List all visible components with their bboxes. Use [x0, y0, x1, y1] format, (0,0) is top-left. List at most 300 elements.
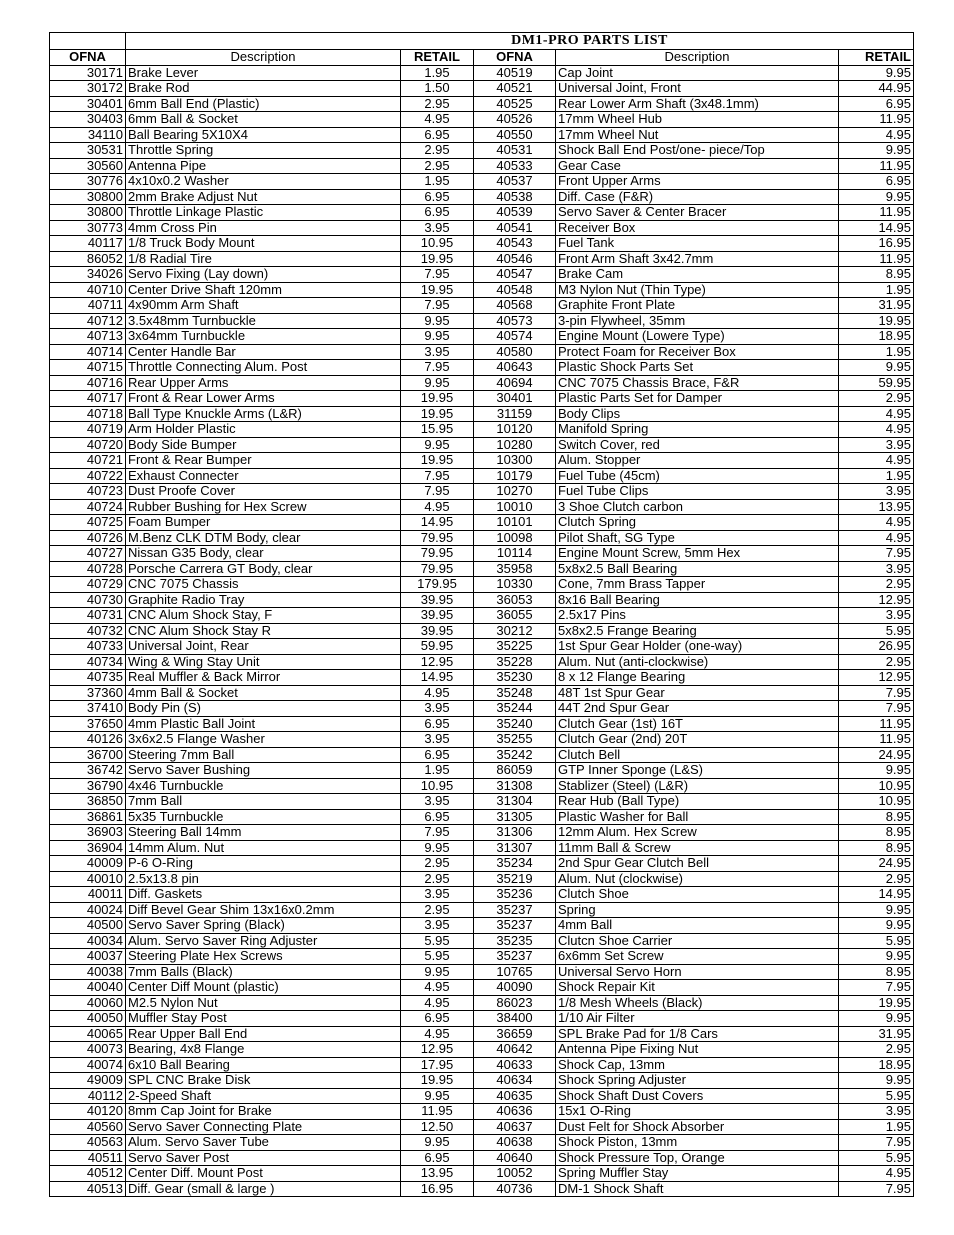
retail-right-cell: 9.95: [839, 189, 914, 205]
retail-right-cell: 4.95: [839, 530, 914, 546]
ofna-left-cell: 40728: [50, 561, 126, 577]
description-left-cell: 3x64mm Turnbuckle: [126, 329, 401, 345]
retail-left-cell: 4.95: [401, 995, 474, 1011]
description-left-cell: Throttle Connecting Alum. Post: [126, 360, 401, 376]
ofna-left-cell: 37360: [50, 685, 126, 701]
description-right-cell: Fuel Tube (45cm): [556, 468, 839, 484]
ofna-left-cell: 36850: [50, 794, 126, 810]
ofna-left-cell: 40513: [50, 1181, 126, 1197]
description-right-cell: Clutch Gear (2nd) 20T: [556, 732, 839, 748]
retail-right-cell: 10.95: [839, 778, 914, 794]
retail-left-cell: 9.95: [401, 1135, 474, 1151]
ofna-right-cell: 86023: [474, 995, 556, 1011]
retail-left-cell: 19.95: [401, 453, 474, 469]
ofna-left-cell: 30800: [50, 189, 126, 205]
ofna-left-cell: 40117: [50, 236, 126, 252]
description-left-cell: 4mm Plastic Ball Joint: [126, 716, 401, 732]
description-right-cell: Alum. Nut (clockwise): [556, 871, 839, 887]
table-row: [50, 344, 914, 360]
description-left-cell: Front & Rear Lower Arms: [126, 391, 401, 407]
table-row: [50, 313, 914, 329]
retail-left-cell: 1.95: [401, 763, 474, 779]
ofna-right-cell: 10270: [474, 484, 556, 500]
description-right-cell: Shock Repair Kit: [556, 980, 839, 996]
table-row: [50, 65, 914, 81]
ofna-right-cell: 35240: [474, 716, 556, 732]
parts-list-sheet: [49, 32, 913, 1197]
ofna-right-cell: 40638: [474, 1135, 556, 1151]
ofna-right-cell: 10300: [474, 453, 556, 469]
ofna-left-cell: 40720: [50, 437, 126, 453]
retail-left-cell: 1.95: [401, 65, 474, 81]
ofna-right-cell: 35244: [474, 701, 556, 717]
ofna-left-cell: 40735: [50, 670, 126, 686]
retail-right-cell: 11.95: [839, 112, 914, 128]
retail-left-cell: 7.95: [401, 360, 474, 376]
description-left-cell: M2.5 Nylon Nut: [126, 995, 401, 1011]
ofna-right-cell: 40580: [474, 344, 556, 360]
ofna-left-cell: 40711: [50, 298, 126, 314]
ofna-right-cell: 40643: [474, 360, 556, 376]
ofna-left-cell: 36903: [50, 825, 126, 841]
ofna-right-cell: 35242: [474, 747, 556, 763]
retail-left-cell: 3.95: [401, 732, 474, 748]
ofna-right-cell: 35234: [474, 856, 556, 872]
table-row: [50, 623, 914, 639]
description-left-cell: 4mm Ball & Socket: [126, 685, 401, 701]
retail-right-cell: 24.95: [839, 856, 914, 872]
table-row: [50, 499, 914, 515]
ofna-right-cell: 31305: [474, 809, 556, 825]
retail-right-cell: 6.95: [839, 96, 914, 112]
table-row: [50, 1073, 914, 1089]
ofna-right-cell: 40633: [474, 1057, 556, 1073]
description-left-cell: Porsche Carrera GT Body, clear: [126, 561, 401, 577]
description-left-cell: 3x6x2.5 Flange Washer: [126, 732, 401, 748]
ofna-right-cell: 10330: [474, 577, 556, 593]
ofna-right-cell: 35255: [474, 732, 556, 748]
ofna-left-cell: 40512: [50, 1166, 126, 1182]
retail-left-cell: 4.95: [401, 112, 474, 128]
description-left-cell: 2mm Brake Adjust Nut: [126, 189, 401, 205]
table-row: [50, 701, 914, 717]
description-left-cell: 3.5x48mm Turnbuckle: [126, 313, 401, 329]
ofna-left-cell: 40065: [50, 1026, 126, 1042]
description-left-cell: 7mm Ball: [126, 794, 401, 810]
table-row: [50, 406, 914, 422]
retail-right-cell: 16.95: [839, 236, 914, 252]
retail-right-cell: 19.95: [839, 313, 914, 329]
retail-left-cell: 2.95: [401, 158, 474, 174]
ofna-right-cell: 40636: [474, 1104, 556, 1120]
description-right-cell: Servo Saver & Center Bracer: [556, 205, 839, 221]
retail-left-cell: 1.50: [401, 81, 474, 97]
description-left-cell: Steering Plate Hex Screws: [126, 949, 401, 965]
description-right-cell: Spring: [556, 902, 839, 918]
ofna-right-cell: 10179: [474, 468, 556, 484]
retail-right-cell: 11.95: [839, 732, 914, 748]
retail-right-cell: 11.95: [839, 158, 914, 174]
description-right-cell: Front Arm Shaft 3x42.7mm: [556, 251, 839, 267]
ofna-right-cell: 40568: [474, 298, 556, 314]
table-row: [50, 670, 914, 686]
description-left-cell: Wing & Wing Stay Unit: [126, 654, 401, 670]
retail-right-cell: 59.95: [839, 375, 914, 391]
ofna-right-cell: 40519: [474, 65, 556, 81]
description-right-cell: Shock Piston, 13mm: [556, 1135, 839, 1151]
retail-left-cell: 3.95: [401, 887, 474, 903]
retail-left-cell: 7.95: [401, 298, 474, 314]
retail-left-cell: 2.95: [401, 96, 474, 112]
ofna-right-cell: 40550: [474, 127, 556, 143]
description-right-cell: Graphite Front Plate: [556, 298, 839, 314]
table-row: [50, 437, 914, 453]
table-row: [50, 561, 914, 577]
description-left-cell: 7mm Balls (Black): [126, 964, 401, 980]
header-ofna-left: OFNA: [50, 50, 126, 66]
retail-left-cell: 6.95: [401, 809, 474, 825]
retail-left-cell: 6.95: [401, 747, 474, 763]
description-right-cell: 44T 2nd Spur Gear: [556, 701, 839, 717]
ofna-right-cell: 10052: [474, 1166, 556, 1182]
table-row: [50, 530, 914, 546]
description-right-cell: 5x8x2.5 Ball Bearing: [556, 561, 839, 577]
retail-left-cell: 6.95: [401, 189, 474, 205]
retail-right-cell: 18.95: [839, 1057, 914, 1073]
retail-left-cell: 7.95: [401, 825, 474, 841]
description-left-cell: Ball Bearing 5X10X4: [126, 127, 401, 143]
retail-right-cell: 2.95: [839, 577, 914, 593]
retail-left-cell: 2.95: [401, 871, 474, 887]
retail-right-cell: 4.95: [839, 422, 914, 438]
description-right-cell: Pilot Shaft, SG Type: [556, 530, 839, 546]
ofna-left-cell: 40731: [50, 608, 126, 624]
description-right-cell: 4mm Ball: [556, 918, 839, 934]
table-row: [50, 267, 914, 283]
description-right-cell: 12mm Alum. Hex Screw: [556, 825, 839, 841]
description-left-cell: Muffler Stay Post: [126, 1011, 401, 1027]
description-left-cell: 1/8 Radial Tire: [126, 251, 401, 267]
ofna-left-cell: 30171: [50, 65, 126, 81]
table-row: [50, 825, 914, 841]
description-right-cell: Alum. Stopper: [556, 453, 839, 469]
retail-left-cell: 9.95: [401, 1088, 474, 1104]
table-row: [50, 995, 914, 1011]
ofna-right-cell: 40637: [474, 1119, 556, 1135]
retail-left-cell: 6.95: [401, 1150, 474, 1166]
retail-left-cell: 7.95: [401, 484, 474, 500]
retail-right-cell: 9.95: [839, 918, 914, 934]
retail-left-cell: 59.95: [401, 639, 474, 655]
table-row: [50, 980, 914, 996]
table-row: [50, 639, 914, 655]
description-left-cell: 2.5x13.8 pin: [126, 871, 401, 887]
ofna-left-cell: 30172: [50, 81, 126, 97]
parts-table-body: [50, 33, 914, 1197]
retail-left-cell: 10.95: [401, 778, 474, 794]
ofna-right-cell: 30212: [474, 623, 556, 639]
retail-left-cell: 12.95: [401, 1042, 474, 1058]
ofna-right-cell: 31159: [474, 406, 556, 422]
table-row: [50, 422, 914, 438]
ofna-left-cell: 40563: [50, 1135, 126, 1151]
description-right-cell: Plastic Washer for Ball: [556, 809, 839, 825]
description-left-cell: Throttle Spring: [126, 143, 401, 159]
retail-left-cell: 9.95: [401, 840, 474, 856]
description-left-cell: Diff Bevel Gear Shim 13x16x0.2mm: [126, 902, 401, 918]
ofna-left-cell: 40729: [50, 577, 126, 593]
retail-right-cell: 18.95: [839, 329, 914, 345]
retail-right-cell: 4.95: [839, 453, 914, 469]
table-row: [50, 685, 914, 701]
ofna-right-cell: 40543: [474, 236, 556, 252]
description-left-cell: 14mm Alum. Nut: [126, 840, 401, 856]
table-row: [50, 1104, 914, 1120]
description-left-cell: Servo Saver Post: [126, 1150, 401, 1166]
retail-right-cell: 4.95: [839, 406, 914, 422]
table-row: [50, 871, 914, 887]
ofna-right-cell: 10010: [474, 499, 556, 515]
ofna-left-cell: 36700: [50, 747, 126, 763]
ofna-left-cell: 40733: [50, 639, 126, 655]
retail-right-cell: 3.95: [839, 608, 914, 624]
table-row: [50, 282, 914, 298]
retail-right-cell: 12.95: [839, 670, 914, 686]
description-right-cell: Front Upper Arms: [556, 174, 839, 190]
ofna-left-cell: 40715: [50, 360, 126, 376]
retail-right-cell: 3.95: [839, 484, 914, 500]
ofna-left-cell: 36742: [50, 763, 126, 779]
retail-left-cell: 2.95: [401, 143, 474, 159]
table-row: [50, 763, 914, 779]
ofna-left-cell: 40040: [50, 980, 126, 996]
description-left-cell: Body Side Bumper: [126, 437, 401, 453]
table-row: [50, 1150, 914, 1166]
description-right-cell: Clutch Spring: [556, 515, 839, 531]
description-right-cell: 1st Spur Gear Holder (one-way): [556, 639, 839, 655]
retail-left-cell: 12.95: [401, 654, 474, 670]
retail-left-cell: 39.95: [401, 623, 474, 639]
table-row: [50, 1088, 914, 1104]
retail-left-cell: 12.50: [401, 1119, 474, 1135]
ofna-right-cell: 40526: [474, 112, 556, 128]
ofna-left-cell: 40038: [50, 964, 126, 980]
table-row: [50, 778, 914, 794]
ofna-right-cell: 35237: [474, 949, 556, 965]
ofna-left-cell: 30800: [50, 205, 126, 221]
description-right-cell: Brake Cam: [556, 267, 839, 283]
retail-left-cell: 9.95: [401, 964, 474, 980]
table-row: [50, 468, 914, 484]
retail-right-cell: 4.95: [839, 1166, 914, 1182]
description-right-cell: 1/10 Air Filter: [556, 1011, 839, 1027]
ofna-right-cell: 35958: [474, 561, 556, 577]
table-row: [50, 732, 914, 748]
description-left-cell: Alum. Servo Saver Ring Adjuster: [126, 933, 401, 949]
description-left-cell: 4x10x0.2 Washer: [126, 174, 401, 190]
ofna-right-cell: 35237: [474, 918, 556, 934]
retail-right-cell: 12.95: [839, 592, 914, 608]
ofna-right-cell: 10120: [474, 422, 556, 438]
description-right-cell: Stablizer (Steel) (L&R): [556, 778, 839, 794]
table-row: [50, 484, 914, 500]
description-right-cell: Body Clips: [556, 406, 839, 422]
description-right-cell: 1/8 Mesh Wheels (Black): [556, 995, 839, 1011]
retail-right-cell: 4.95: [839, 127, 914, 143]
retail-right-cell: 9.95: [839, 1073, 914, 1089]
description-right-cell: Dust Felt for Shock Absorber: [556, 1119, 839, 1135]
ofna-right-cell: 40573: [474, 313, 556, 329]
description-right-cell: 2nd Spur Gear Clutch Bell: [556, 856, 839, 872]
retail-left-cell: 15.95: [401, 422, 474, 438]
retail-right-cell: 4.95: [839, 515, 914, 531]
ofna-right-cell: 40574: [474, 329, 556, 345]
description-left-cell: Ball Type Knuckle Arms (L&R): [126, 406, 401, 422]
ofna-right-cell: 40090: [474, 980, 556, 996]
retail-right-cell: 7.95: [839, 685, 914, 701]
description-right-cell: 17mm Wheel Nut: [556, 127, 839, 143]
retail-right-cell: 2.95: [839, 391, 914, 407]
ofna-left-cell: 37410: [50, 701, 126, 717]
ofna-left-cell: 40721: [50, 453, 126, 469]
ofna-right-cell: 40640: [474, 1150, 556, 1166]
retail-left-cell: 16.95: [401, 1181, 474, 1197]
table-row: [50, 794, 914, 810]
ofna-left-cell: 40511: [50, 1150, 126, 1166]
table-row: [50, 251, 914, 267]
ofna-left-cell: 30403: [50, 112, 126, 128]
description-right-cell: Universal Joint, Front: [556, 81, 839, 97]
ofna-left-cell: 40723: [50, 484, 126, 500]
table-row: [50, 546, 914, 562]
table-row: [50, 360, 914, 376]
retail-left-cell: 17.95: [401, 1057, 474, 1073]
retail-left-cell: 3.95: [401, 220, 474, 236]
ofna-right-cell: 40538: [474, 189, 556, 205]
description-right-cell: Spring Muffler Stay: [556, 1166, 839, 1182]
ofna-left-cell: 30401: [50, 96, 126, 112]
retail-right-cell: 11.95: [839, 716, 914, 732]
description-right-cell: Clutcn Shoe Carrier: [556, 933, 839, 949]
description-right-cell: 8x16 Ball Bearing: [556, 592, 839, 608]
description-left-cell: Diff. Gaskets: [126, 887, 401, 903]
retail-left-cell: 5.95: [401, 949, 474, 965]
description-left-cell: 6mm Ball & Socket: [126, 112, 401, 128]
description-right-cell: CNC 7075 Chassis Brace, F&R: [556, 375, 839, 391]
description-left-cell: CNC Alum Shock Stay, F: [126, 608, 401, 624]
retail-right-cell: 1.95: [839, 468, 914, 484]
retail-right-cell: 3.95: [839, 437, 914, 453]
ofna-right-cell: 31307: [474, 840, 556, 856]
ofna-right-cell: 31304: [474, 794, 556, 810]
retail-right-cell: 7.95: [839, 701, 914, 717]
retail-left-cell: 9.95: [401, 313, 474, 329]
blank-cell: [126, 33, 401, 50]
retail-left-cell: 179.95: [401, 577, 474, 593]
description-right-cell: Plastic Shock Parts Set: [556, 360, 839, 376]
retail-right-cell: 9.95: [839, 902, 914, 918]
description-left-cell: Rear Upper Arms: [126, 375, 401, 391]
ofna-left-cell: 40112: [50, 1088, 126, 1104]
ofna-right-cell: 35228: [474, 654, 556, 670]
ofna-left-cell: 30560: [50, 158, 126, 174]
description-right-cell: Manifold Spring: [556, 422, 839, 438]
retail-right-cell: 5.95: [839, 623, 914, 639]
description-right-cell: Plastic Parts Set for Damper: [556, 391, 839, 407]
ofna-left-cell: 40060: [50, 995, 126, 1011]
blank-cell: [50, 33, 126, 50]
description-right-cell: Gear Case: [556, 158, 839, 174]
ofna-left-cell: 36861: [50, 809, 126, 825]
table-row: [50, 81, 914, 97]
description-right-cell: Clutch Shoe: [556, 887, 839, 903]
ofna-right-cell: 35236: [474, 887, 556, 903]
ofna-left-cell: 40717: [50, 391, 126, 407]
description-left-cell: Servo Saver Connecting Plate: [126, 1119, 401, 1135]
description-right-cell: Switch Cover, red: [556, 437, 839, 453]
retail-right-cell: 7.95: [839, 980, 914, 996]
retail-right-cell: 19.95: [839, 995, 914, 1011]
retail-right-cell: 9.95: [839, 763, 914, 779]
table-row: [50, 375, 914, 391]
ofna-right-cell: 40541: [474, 220, 556, 236]
ofna-left-cell: 40560: [50, 1119, 126, 1135]
header-retail-left: RETAIL: [401, 50, 474, 66]
retail-left-cell: 19.95: [401, 251, 474, 267]
retail-right-cell: 7.95: [839, 1181, 914, 1197]
ofna-right-cell: 10098: [474, 530, 556, 546]
retail-left-cell: 2.95: [401, 902, 474, 918]
ofna-left-cell: 40732: [50, 623, 126, 639]
description-right-cell: DM-1 Shock Shaft: [556, 1181, 839, 1197]
ofna-right-cell: 36659: [474, 1026, 556, 1042]
description-left-cell: M.Benz CLK DTM Body, clear: [126, 530, 401, 546]
ofna-left-cell: 34110: [50, 127, 126, 143]
retail-right-cell: 5.95: [839, 933, 914, 949]
ofna-left-cell: 40734: [50, 654, 126, 670]
ofna-right-cell: 40635: [474, 1088, 556, 1104]
ofna-right-cell: 35248: [474, 685, 556, 701]
description-right-cell: Antenna Pipe Fixing Nut: [556, 1042, 839, 1058]
table-row: [50, 933, 914, 949]
retail-right-cell: 8.95: [839, 964, 914, 980]
retail-left-cell: 39.95: [401, 608, 474, 624]
description-right-cell: 2.5x17 Pins: [556, 608, 839, 624]
retail-right-cell: 6.95: [839, 174, 914, 190]
retail-left-cell: 2.95: [401, 856, 474, 872]
table-row: [50, 298, 914, 314]
ofna-right-cell: 38400: [474, 1011, 556, 1027]
description-left-cell: Throttle Linkage Plastic: [126, 205, 401, 221]
ofna-right-cell: 40539: [474, 205, 556, 221]
title-row: [50, 33, 914, 50]
ofna-left-cell: 40714: [50, 344, 126, 360]
retail-right-cell: 2.95: [839, 871, 914, 887]
description-left-cell: Antenna Pipe: [126, 158, 401, 174]
table-row: [50, 577, 914, 593]
table-row: [50, 158, 914, 174]
description-right-cell: Diff. Case (F&R): [556, 189, 839, 205]
retail-right-cell: 5.95: [839, 1088, 914, 1104]
table-row: [50, 1011, 914, 1027]
ofna-right-cell: 30401: [474, 391, 556, 407]
retail-left-cell: 10.95: [401, 236, 474, 252]
description-left-cell: Center Diff. Mount Post: [126, 1166, 401, 1182]
description-right-cell: GTP Inner Sponge (L&S): [556, 763, 839, 779]
description-left-cell: Bearing, 4x8 Flange: [126, 1042, 401, 1058]
title-cell: [401, 33, 839, 50]
description-right-cell: 3 Shoe Clutch carbon: [556, 499, 839, 515]
